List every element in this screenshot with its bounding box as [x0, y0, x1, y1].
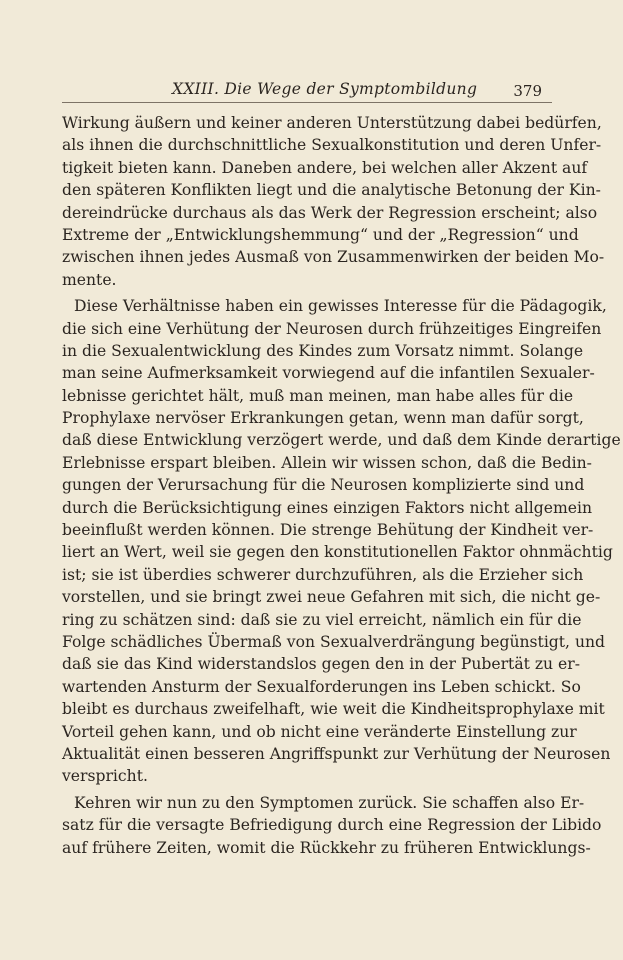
text-line: wartenden Ansturm der Sexualforderungen ins Leben schickt. So — [62, 677, 581, 696]
text-line: bleibt es durchaus zweifelhaft, wie weit die Kindheitsprophylaxe mit — [62, 700, 605, 719]
header-rule — [62, 102, 552, 103]
text-line: dereindrücke durchaus als das Werk der Regression erscheint; also — [62, 203, 598, 222]
text-line: Diese Verhältnisse haben ein gewisses Interesse für die Pädagogik, — [74, 297, 607, 316]
text-line: beeinflußt werden können. Die strenge Behütung der Kindheit ver- — [62, 521, 594, 540]
text-line: mente. — [62, 270, 117, 289]
text-line: in die Sexualentwicklung des Kindes zum Vorsatz nimmt. Solange — [62, 341, 584, 360]
running-title: XXIII. Die Wege der Symptombildung — [172, 80, 478, 98]
paragraph — [62, 792, 602, 859]
text-line: die sich eine Verhütung der Neurosen durch frühzeitiges Eingreifen — [62, 319, 602, 338]
text-line: durch die Berücksichtigung eines einzigen Faktors nicht allgemein — [62, 498, 593, 517]
text-line: lebnisse gerichtet hält, muß man meinen, man habe alles für die — [62, 386, 574, 405]
text-line: verspricht. — [62, 767, 148, 786]
paragraph — [62, 295, 621, 788]
text-line: Kehren wir nun zu den Symptomen zurück. Sie schaffen also Er- — [74, 793, 585, 812]
page-header — [62, 78, 552, 102]
text-line: ring zu schätzen sind: daß sie zu viel erreicht, nämlich ein für die — [62, 610, 582, 629]
text-line: Prophylaxe nervöser Erkrankungen getan, wenn man dafür sorgt, — [62, 409, 584, 428]
text-line: gungen der Verursachung für die Neurosen komplizierte sind und — [62, 476, 585, 495]
body-text — [62, 112, 621, 859]
text-line: Erlebnisse erspart bleiben. Allein wir wissen schon, daß die Bedin- — [62, 453, 592, 472]
text-line: daß diese Entwicklung verzögert werde, und daß dem Kinde derartige — [62, 431, 621, 450]
text-line: tigkeit bieten kann. Daneben andere, bei welchen aller Akzent auf — [62, 158, 588, 177]
text-line: vorstellen, und sie bringt zwei neue Gefahren mit sich, die nicht ge- — [62, 588, 601, 607]
text-line: Vorteil gehen kann, und ob nicht eine veränderte Einstellung zur — [62, 722, 577, 741]
text-line: liert an Wert, weil sie gegen den konstitutionellen Faktor ohnmächtig — [62, 543, 613, 562]
text-line: zwischen ihnen jedes Ausmaß von Zusammenwirken der beiden Mo- — [62, 248, 605, 267]
text-line: ist; sie ist überdies schwerer durchzuführen, als die Erzieher sich — [62, 565, 584, 584]
paragraph — [62, 112, 605, 291]
text-line: Wirkung äußern und keiner anderen Unterstützung dabei bedürfen, — [62, 114, 602, 132]
text-line: Aktualität einen besseren Angriffspunkt zur Verhütung der Neurosen — [62, 744, 611, 763]
text-line: man seine Aufmerksamkeit vorwiegend auf die infantilen Sexualer- — [62, 364, 595, 383]
text-line: auf frühere Zeiten, womit die Rückkehr zu früheren Entwicklungs- — [62, 838, 591, 857]
text-line: satz für die versagte Befriedigung durch eine Regression der Libido — [62, 816, 602, 835]
text-line: Extreme der „Entwicklungshemmung“ und der „Regression“ und — [62, 225, 579, 244]
text-line: den späteren Konflikten liegt und die analytische Betonung der Kin- — [62, 181, 601, 200]
text-line: daß sie das Kind widerstandslos gegen den in der Pubertät zu er- — [62, 655, 581, 674]
text-line: als ihnen die durchschnittliche Sexualkonstitution und deren Unfer- — [62, 136, 602, 155]
page-number: 379 — [513, 82, 542, 100]
text-line: Folge schädliches Übermaß von Sexualverdrängung begünstigt, und — [62, 632, 606, 651]
